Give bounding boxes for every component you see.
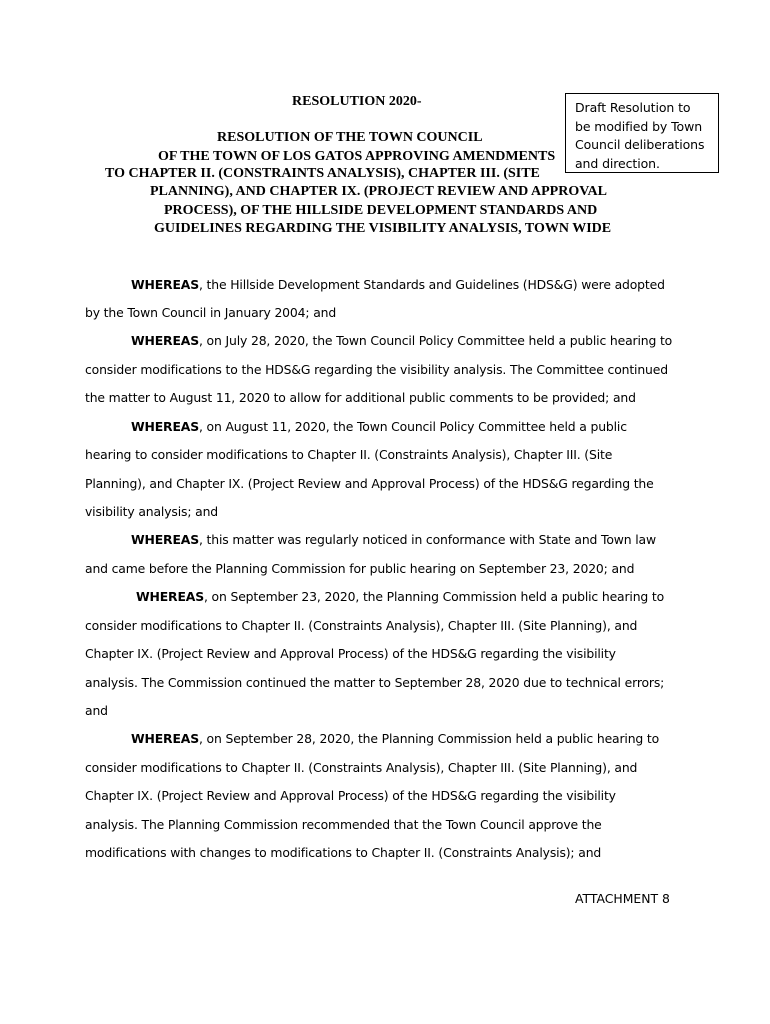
body-line-text: and came before the Planning Commission for public hearing on September 23, 2020; and <box>85 561 635 576</box>
body-line <box>131 532 656 547</box>
body-line-text: consider modifications to the HDS&G regarding the visibility analysis. The Committee continued <box>85 362 668 377</box>
whereas-label: WHEREAS <box>131 532 199 547</box>
body-line-text: by the Town Council in January 2004; and <box>85 305 337 320</box>
resolution-title-line: OF THE TOWN OF LOS GATOS APPROVING AMENDMENTS <box>158 149 556 164</box>
body-line <box>131 419 627 434</box>
body-line <box>131 277 665 292</box>
resolution-title-line: PLANNING), AND CHAPTER IX. (PROJECT REVIEW AND APPROVAL <box>150 184 607 199</box>
body-line <box>85 561 634 576</box>
body-line <box>85 504 218 519</box>
body-line <box>131 731 659 746</box>
body-line <box>85 845 601 860</box>
draft-note-line: and direction. <box>575 155 660 171</box>
attachment-label: ATTACHMENT 8 <box>575 891 670 906</box>
resolution-title-line: PROCESS), OF THE HILLSIDE DEVELOPMENT STANDARDS AND <box>164 203 598 218</box>
body-line-text: Planning), and Chapter IX. (Project Review and Approval Process) of the HDS&G regarding the <box>85 476 654 491</box>
body-line-text: Chapter IX. (Project Review and Approval Process) of the HDS&G regarding the visibility <box>85 788 616 803</box>
body-line-text: , on August 11, 2020, the Town Council Policy Committee held a public <box>198 419 627 434</box>
body-line-text: analysis. The Commission continued the matter to September 28, 2020 due to technical errors; <box>85 675 665 690</box>
resolution-title-line: TO CHAPTER II. (CONSTRAINTS ANALYSIS), CHAPTER III. (SITE <box>105 166 540 181</box>
body-line <box>85 760 637 775</box>
body-line <box>85 675 664 690</box>
draft-note-line: Council deliberations <box>575 137 705 152</box>
body-line-text: hearing to consider modifications to Chapter II. (Constraints Analysis), Chapter III. (Site <box>85 447 613 462</box>
body-line <box>85 476 654 491</box>
whereas-label: WHEREAS <box>131 333 199 348</box>
body-line <box>85 817 602 832</box>
draft-note-line: Draft Resolution to <box>575 100 691 115</box>
body-line-text: , this matter was regularly noticed in conformance with State and Town law <box>198 532 656 547</box>
whereas-label: WHEREAS <box>136 589 204 604</box>
body-line-text: visibility analysis; and <box>85 504 218 519</box>
body-line-text: and <box>85 703 108 718</box>
body-line <box>85 362 668 377</box>
body-line-text: , on September 28, 2020, the Planning Commission held a public hearing to <box>198 731 660 746</box>
body-line-text: the matter to August 11, 2020 to allow for additional public comments to be provided; and <box>85 390 636 405</box>
draft-note-line: be modified by Town <box>575 118 703 134</box>
body-line-text: , the Hillside Development Standards and Guidelines (HDS&G) were adopted <box>198 277 665 292</box>
body-line-text: , on September 23, 2020, the Planning Commission held a public hearing to <box>203 589 665 604</box>
body-line <box>85 618 637 633</box>
body-line <box>85 305 336 320</box>
whereas-label: WHEREAS <box>131 419 199 434</box>
draft-note-box <box>565 93 719 173</box>
body-line-text: modifications with changes to modifications to Chapter II. (Constraints Analysis); and <box>85 845 602 860</box>
resolution-title-line: GUIDELINES REGARDING THE VISIBILITY ANALYSIS, TOWN WIDE <box>154 221 612 236</box>
whereas-label: WHEREAS <box>131 277 199 292</box>
body-line-text: consider modifications to Chapter II. (Constraints Analysis), Chapter III. (Site Planning), and <box>85 618 638 633</box>
body-line <box>85 703 108 718</box>
resolution-number: RESOLUTION 2020- <box>292 94 422 109</box>
body-line-text: consider modifications to Chapter II. (Constraints Analysis), Chapter III. (Site Planning), and <box>85 760 638 775</box>
body-line <box>85 646 616 661</box>
body-line <box>85 788 616 803</box>
body-line <box>85 447 612 462</box>
body-line <box>136 589 664 604</box>
body-line <box>85 390 636 405</box>
body-line-text: , on July 28, 2020, the Town Council Policy Committee held a public hearing to <box>198 333 673 348</box>
resolution-title-line: RESOLUTION OF THE TOWN COUNCIL <box>217 130 483 145</box>
whereas-label: WHEREAS <box>131 731 199 746</box>
body-line <box>131 333 672 348</box>
body-line-text: analysis. The Planning Commission recommended that the Town Council approve the <box>85 817 602 832</box>
body-line-text: Chapter IX. (Project Review and Approval Process) of the HDS&G regarding the visibility <box>85 646 616 661</box>
